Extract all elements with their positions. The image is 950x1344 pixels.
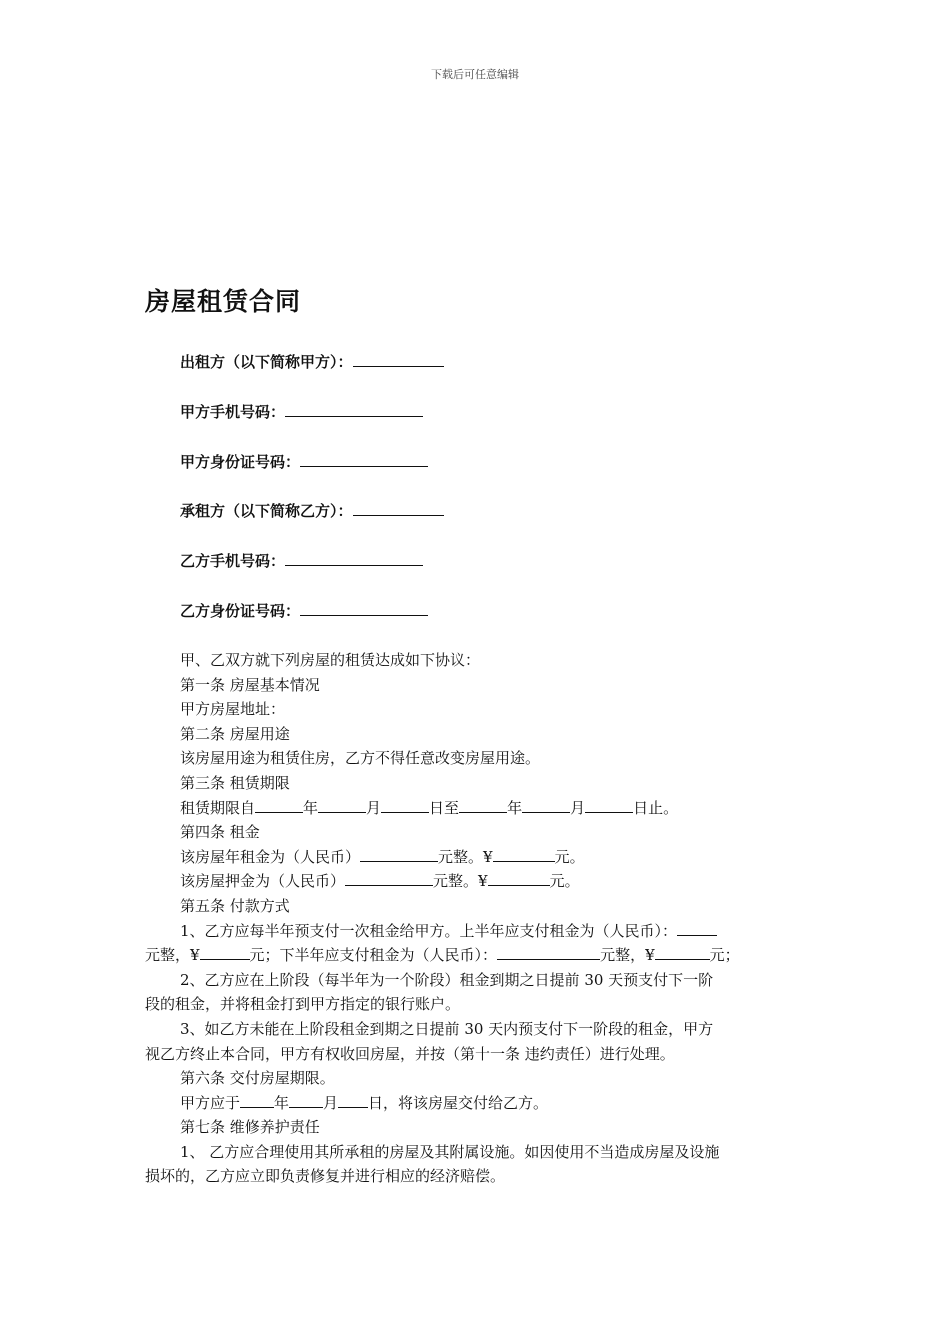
article-5-item-2-line-2: 段的租金，并将租金打到甲方指定的银行账户。: [145, 995, 461, 1014]
second-half-amount-blank[interactable]: [655, 945, 710, 960]
day-to-label: 日至: [429, 798, 460, 817]
lessor-field: [180, 351, 444, 372]
end-month-blank[interactable]: [522, 798, 570, 813]
party-b-phone-field: [180, 550, 423, 571]
first-half-blank[interactable]: [677, 921, 717, 936]
end-year-blank[interactable]: [459, 798, 507, 813]
deposit-amount-blank[interactable]: [488, 871, 550, 886]
header-note: 下载后可任意编辑: [431, 68, 519, 81]
lessee-label: 承租方（以下简称乙方）：: [180, 502, 353, 520]
lessee-blank[interactable]: [353, 501, 444, 516]
delivery-month-blank[interactable]: [289, 1093, 323, 1108]
year-label: 年: [507, 798, 523, 817]
article-1-title: 第一条 房屋基本情况: [180, 675, 320, 694]
month-label: 月: [323, 1093, 339, 1112]
lessor-label: 出租方（以下简称甲方）：: [180, 353, 353, 371]
article-7-title: 第七条 维修养护责任: [180, 1118, 320, 1137]
party-a-phone-label: 甲方手机号码：: [180, 403, 286, 421]
party-a-id-label: 甲方身份证号码：: [180, 453, 301, 471]
article-5-item-1-line-2: [145, 943, 810, 968]
article-5-item-2-line-1: 2、乙方应在上阶段（每半年为一个阶段）租金到期之日提前 30 天预支付下一阶: [180, 970, 714, 989]
document-title: 房屋租赁合同: [145, 287, 302, 316]
yuan-end-label: 元。: [549, 872, 580, 891]
annual-rent-amount-blank[interactable]: [493, 847, 555, 862]
party-b-id-label: 乙方身份证号码：: [180, 602, 301, 620]
delivery-year-blank[interactable]: [240, 1093, 274, 1108]
yuan-label: 元整。¥: [433, 872, 488, 891]
article-5-item-3-line-1: 3、如乙方未能在上阶段租金到期之日提前 30 天内预支付下一阶段的租金，甲方: [180, 1019, 714, 1038]
article-2-title: 第二条 房屋用途: [180, 724, 290, 743]
article-7-item-1-line-1: 1、 乙方应合理使用其所承租的房屋及其附属设施。如因使用不当造成房屋及设施: [180, 1142, 720, 1161]
deposit-label: 该房屋押金为（人民币）: [180, 872, 346, 891]
annual-rent-blank[interactable]: [360, 847, 438, 862]
article-3-term: [145, 796, 810, 821]
article-5-item-1-line-1: [145, 919, 810, 944]
article-1-address: 甲方房屋地址：: [180, 700, 286, 719]
delivery-line: [145, 1091, 810, 1116]
article-2-text: 该房屋用途为租赁住房，乙方不得任意改变房屋用途。: [180, 749, 541, 768]
party-a-phone-blank[interactable]: [285, 402, 423, 417]
article-4-title: 第四条 租金: [180, 823, 260, 842]
second-half-label: 元；下半年应支付租金为（人民币）：: [249, 946, 498, 965]
delivery-label: 甲方应于: [180, 1093, 241, 1112]
yuan-end-label: 元。: [554, 847, 585, 866]
second-half-blank[interactable]: [497, 945, 600, 960]
month-label: 月: [570, 798, 586, 817]
term-from-label: 租赁期限自: [180, 798, 256, 817]
party-b-id-field: [180, 600, 428, 621]
article-3-title: 第三条 租赁期限: [180, 773, 290, 792]
lessee-field: [180, 500, 444, 521]
lessor-blank[interactable]: [353, 352, 444, 367]
article-5-title: 第五条 付款方式: [180, 896, 290, 915]
deposit-blank[interactable]: [345, 871, 433, 886]
delivery-day-label: 日，将该房屋交付给乙方。: [368, 1093, 549, 1112]
party-a-phone-field: [180, 401, 423, 422]
article-7-item-1-line-2: 损坏的，乙方应立即负责修复并进行相应的经济赔偿。: [145, 1167, 506, 1186]
start-day-blank[interactable]: [381, 798, 429, 813]
end-day-blank[interactable]: [585, 798, 633, 813]
first-half-amount-blank[interactable]: [200, 945, 250, 960]
party-b-phone-blank[interactable]: [285, 551, 423, 566]
intro-text: 甲、乙双方就下列房屋的租赁达成如下协议：: [180, 651, 481, 669]
year-label: 年: [303, 798, 319, 817]
yuan-label: 元整，¥: [600, 946, 655, 965]
article-5-item-3-line-2: 视乙方终止本合同，甲方有权收回房屋，并按（第十一条 违约责任）进行处理。: [145, 1044, 675, 1063]
deposit-line: [145, 869, 810, 894]
party-a-id-blank[interactable]: [300, 452, 428, 467]
yuan-end-label: 元；: [709, 946, 740, 965]
start-month-blank[interactable]: [318, 798, 366, 813]
annual-rent-line: [145, 845, 810, 870]
start-year-blank[interactable]: [255, 798, 303, 813]
annual-rent-label: 该房屋年租金为（人民币）: [180, 847, 361, 866]
first-half-label: 1、乙方应每半年预支付一次租金给甲方。上半年应支付租金为（人民币）：: [180, 921, 678, 940]
yuan-label: 元整。¥: [438, 847, 493, 866]
month-label: 月: [366, 798, 382, 817]
article-6-title: 第六条 交付房屋期限。: [180, 1069, 335, 1088]
party-b-id-blank[interactable]: [300, 601, 428, 616]
delivery-day-blank[interactable]: [338, 1093, 368, 1108]
party-b-phone-label: 乙方手机号码：: [180, 552, 286, 570]
contract-body: [145, 648, 810, 1189]
yuan-label: 元整，¥: [145, 946, 200, 965]
day-end-label: 日止。: [633, 798, 679, 817]
party-a-id-field: [180, 451, 428, 472]
year-label: 年: [274, 1093, 290, 1112]
